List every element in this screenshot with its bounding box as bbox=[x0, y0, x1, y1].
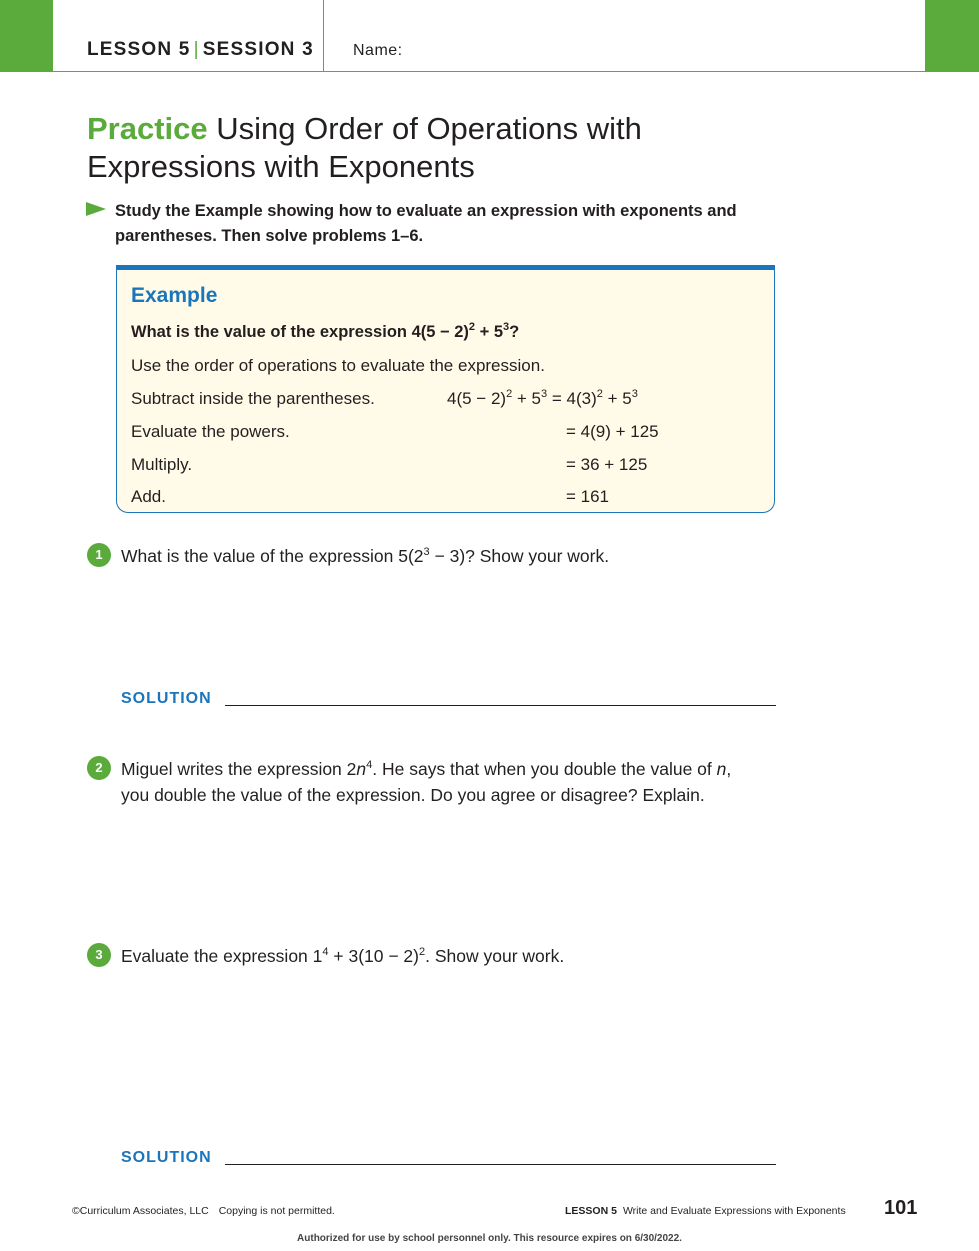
example-question-exp2: 3 bbox=[503, 321, 510, 333]
question-2-text bbox=[121, 756, 771, 808]
step1-e3: 2 bbox=[596, 388, 603, 400]
q3-exp2: 2 bbox=[419, 946, 426, 958]
q2-var: n bbox=[356, 759, 367, 779]
example-step-2-label: Evaluate the powers. bbox=[131, 422, 290, 441]
page-title bbox=[87, 110, 787, 186]
page-number: 101 bbox=[884, 1197, 918, 1219]
header-divider bbox=[53, 71, 925, 72]
authorization-note: Authorized for use by school personnel only. This resource expires on 6/30/2022. bbox=[297, 1233, 682, 1244]
example-step-1-math bbox=[447, 389, 638, 409]
footer-copyright bbox=[72, 1205, 335, 1217]
question-2-number: 2 bbox=[87, 756, 111, 780]
step1-e4: 3 bbox=[631, 388, 638, 400]
example-question bbox=[131, 323, 519, 342]
lesson-session-label bbox=[87, 39, 314, 61]
title-practice: Practice bbox=[87, 111, 208, 146]
step1-e1: 2 bbox=[506, 388, 513, 400]
q2-post: , bbox=[726, 759, 732, 779]
example-step-3-label: Multiply. bbox=[131, 455, 193, 474]
step1-m2: + 5 bbox=[512, 389, 542, 408]
example-step-2-math: = 4(9) + 125 bbox=[566, 422, 659, 441]
solution-label-1: SOLUTION bbox=[121, 690, 212, 707]
header-green-block-left bbox=[0, 0, 53, 72]
example-heading: Example bbox=[131, 284, 218, 307]
session-label: SESSION 3 bbox=[202, 39, 314, 60]
label-separator: | bbox=[193, 39, 200, 60]
q2-var2: n bbox=[716, 759, 727, 779]
title-line1: Using Order of Operations with bbox=[207, 111, 642, 146]
example-intro: Use the order of operations to evaluate the expression. bbox=[131, 356, 545, 375]
footer-lesson-title: Write and Evaluate Expressions with Exponents bbox=[622, 1205, 846, 1217]
header-green-block-right bbox=[925, 0, 979, 72]
solution-answer-line-3[interactable] bbox=[225, 1164, 776, 1165]
example-step-4-label: Add. bbox=[131, 487, 166, 506]
question-1-text bbox=[121, 543, 771, 569]
footer-lesson-info bbox=[565, 1205, 846, 1217]
step1-m4: + 5 bbox=[602, 389, 632, 408]
q2-mid: . He says that when you double the value of bbox=[372, 759, 717, 779]
title-line2: Expressions with Exponents bbox=[87, 149, 475, 184]
footer-lesson: LESSON 5 bbox=[565, 1205, 617, 1217]
q1-pre: What is the value of the expression 5(2 bbox=[121, 546, 424, 566]
step1-e2: 3 bbox=[541, 388, 548, 400]
example-box bbox=[116, 265, 775, 513]
question-3-text bbox=[121, 943, 771, 969]
solution-answer-line-1[interactable] bbox=[225, 705, 776, 706]
arrow-icon bbox=[86, 202, 106, 216]
lesson-label: LESSON 5 bbox=[87, 39, 191, 60]
name-label: Name: bbox=[353, 42, 403, 59]
q2-pre: Miguel writes the expression 2 bbox=[121, 759, 357, 779]
header-vertical-divider bbox=[323, 0, 324, 71]
q2-exp: 4 bbox=[366, 759, 373, 771]
example-question-pre: What is the value of the expression 4(5 − 2) bbox=[131, 323, 469, 341]
example-step-3-math: = 36 + 125 bbox=[566, 455, 648, 474]
solution-label-3: SOLUTION bbox=[121, 1149, 212, 1166]
q3-mid: + 3(10 − 2) bbox=[328, 946, 419, 966]
q3-exp1: 4 bbox=[322, 946, 329, 958]
q3-post: . Show your work. bbox=[425, 946, 565, 966]
example-step-1-label: Subtract inside the parentheses. bbox=[131, 389, 375, 408]
question-3-number: 3 bbox=[87, 943, 111, 967]
q2-line2: you double the value of the expression. Do you agree or disagree? Explain. bbox=[121, 785, 705, 805]
footer-copy-note: Copying is not permitted. bbox=[218, 1205, 335, 1217]
q3-pre: Evaluate the expression 1 bbox=[121, 946, 323, 966]
step1-m3: = 4(3) bbox=[547, 389, 597, 408]
question-1-number: 1 bbox=[87, 543, 111, 567]
example-question-exp1: 2 bbox=[468, 321, 476, 333]
q1-exp: 3 bbox=[423, 546, 430, 558]
example-step-4-math: = 161 bbox=[566, 487, 610, 506]
q1-post: − 3)? Show your work. bbox=[429, 546, 610, 566]
footer-copyright-text: ©Curriculum Associates, LLC bbox=[72, 1205, 209, 1217]
step1-m1: 4(5 − 2) bbox=[447, 389, 507, 408]
example-question-post: ? bbox=[509, 323, 520, 341]
example-question-mid: + 5 bbox=[475, 323, 503, 341]
instructions: Study the Example showing how to evaluate an expression with exponents and parentheses. Then solve problems 1–6. bbox=[115, 202, 737, 245]
